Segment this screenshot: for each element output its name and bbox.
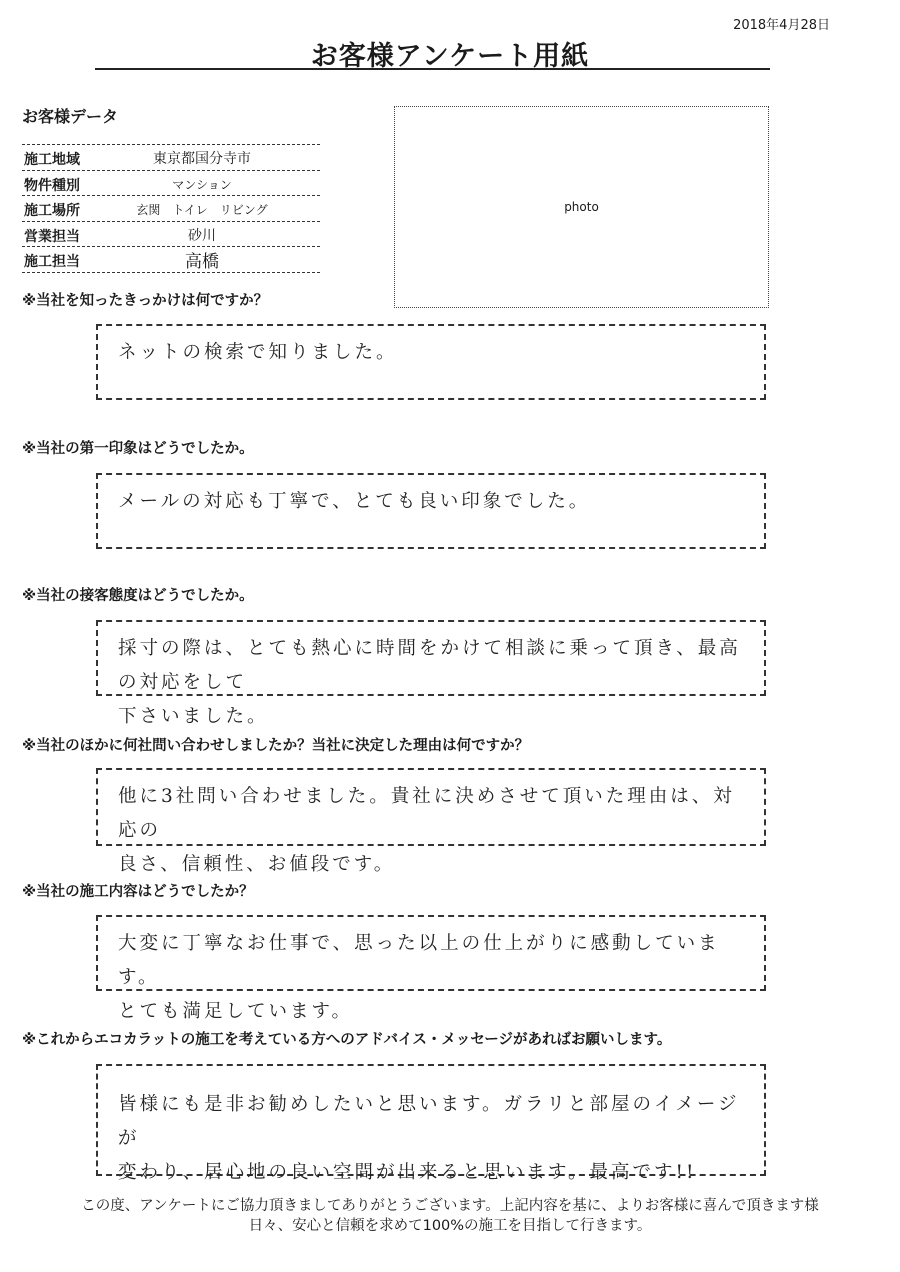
info-row-sales-rep [22, 222, 320, 248]
footer-line-2: 日々、安心と信頼を求めて100%の施工を目指して行きます。 [248, 1218, 652, 1234]
photo-placeholder [394, 106, 769, 308]
question-6: ※これからエコカラットの施工を考えている方へのアドバイス・メッセージがあればお願いします。 [22, 1032, 672, 1048]
answer-box-3 [96, 620, 766, 727]
title-underline [95, 68, 770, 70]
info-label: 施工地域 [24, 152, 80, 168]
info-label: 施工場所 [24, 203, 80, 219]
info-value: マンション [172, 177, 232, 192]
answer-box-1 [96, 324, 766, 400]
question-4: ※当社のほかに何社問い合わせしましたか？当社に決定した理由は何ですか？ [22, 738, 530, 754]
info-value: 東京都国分寺市 [153, 151, 251, 167]
answer-6: 皆様にも是非お勧めしたいと思います。ガラリと部屋のイメージが 変わり、居心地の良い空間が出来ると思います。最高です!! [118, 1094, 740, 1183]
answer-box-4 [96, 768, 766, 875]
info-value: 砂川 [188, 227, 216, 244]
info-label: 営業担当 [24, 228, 80, 245]
info-row-installer [22, 247, 320, 273]
info-row-area [22, 144, 320, 171]
answer-5: 大変に丁寧なお仕事で、思った以上の仕上がりに感動しています。 とても満足しています。 [118, 933, 720, 1022]
info-row-property-type [22, 171, 320, 197]
question-3: ※当社の接客態度はどうでしたか。 [22, 588, 254, 604]
footer-line-1: この度、アンケートにご協力頂きましてありがとうございます。上記内容を基に、よりお客様に喜んで頂きます様 [81, 1198, 819, 1214]
customer-data-heading: お客様データ [22, 107, 119, 126]
question-1: ※当社を知ったきっかけは何ですか？ [22, 293, 269, 309]
photo-label: photo [564, 200, 599, 214]
page-title: お客様アンケート用紙 [310, 41, 590, 72]
info-value-handwritten: 高橋 [185, 252, 219, 272]
survey-date: 2018年4月28日 [733, 18, 830, 33]
info-label: 施工担当 [24, 254, 80, 270]
answer-4: 他に3社問い合わせました。貴社に決めさせて頂いた理由は、対応の 良さ、信頼性、お値段です。 [118, 786, 735, 875]
answer-box-2 [96, 473, 766, 549]
answer-2: メールの対応も丁寧で、とても良い印象でした。 [118, 491, 591, 512]
info-label: 物件種別 [24, 177, 80, 194]
answer-box-6 [96, 1064, 766, 1183]
info-value: 玄関 トイレ リビング [136, 203, 268, 217]
customer-data-table [22, 144, 320, 273]
info-row-location [22, 196, 320, 222]
question-5: ※当社の施工内容はどうでしたか？ [22, 884, 254, 900]
question-2: ※当社の第一印象はどうでしたか。 [22, 441, 254, 457]
answer-1: ネットの検索で知りました。 [118, 342, 398, 363]
answer-3: 採寸の際は、とても熱心に時間をかけて相談に乗って頂き、最高の対応をして 下さいました。 [118, 638, 741, 727]
answer-box-5 [96, 915, 766, 1022]
